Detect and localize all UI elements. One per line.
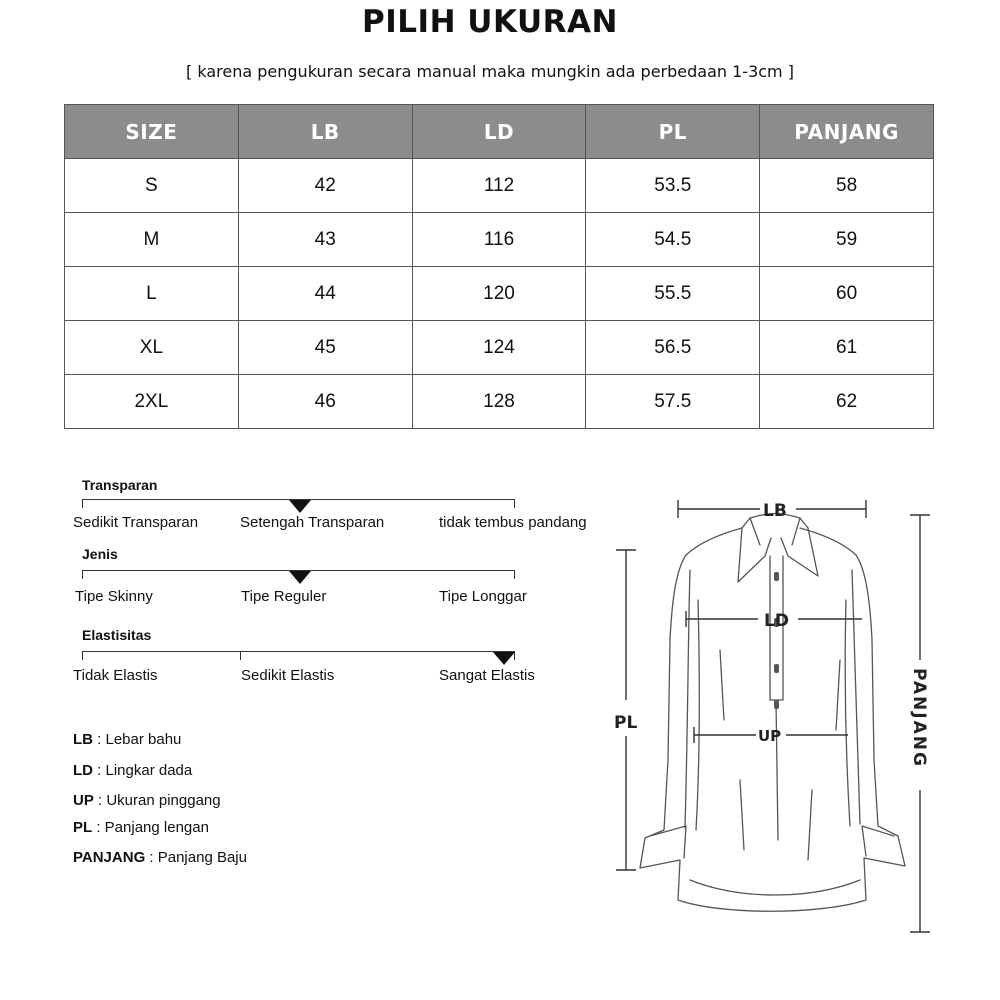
table-cell: 128 [412,375,586,429]
legend-key: PL [73,819,93,836]
button-icon [774,700,779,709]
shirt-buttons [774,572,779,709]
scale-line-transparan [82,499,515,500]
scale-line-jenis [82,570,515,571]
scale-label: Setengah Transparan [240,514,385,531]
table-cell: 124 [412,321,586,375]
legend-key: PANJANG [73,849,146,866]
table-cell: 56.5 [586,321,760,375]
legend-item-up [73,792,221,809]
scale-tick [82,651,83,660]
legend-key: UP [73,792,94,809]
table-cell: 42 [238,159,412,213]
legend-desc: : Lingkar dada [93,762,193,779]
scale-label: Tipe Reguler [241,588,327,605]
legend-desc: : Panjang lengan [92,819,209,836]
shirt-sleeve [852,570,860,824]
scale-tick [82,570,83,579]
legend-item-ld [73,762,192,779]
table-cell: 57.5 [586,375,760,429]
shirt-collar [750,518,800,545]
legend-desc: : Ukuran pinggang [93,792,221,809]
header-ld: LD [412,105,586,159]
table-cell: 45 [238,321,412,375]
scale-label: Tidak Elastis [73,667,158,684]
shirt-collar [738,528,771,582]
table-cell: M [65,213,239,267]
table-cell: 60 [760,267,934,321]
shirt-hem [690,880,860,895]
shirt-placket [776,700,778,840]
table-cell: 46 [238,375,412,429]
shirt-sleeve [696,600,699,830]
scale-tick [514,499,515,508]
shirt-cuff [862,826,894,856]
scale-label: Tipe Longgar [439,588,527,605]
table-cell: XL [65,321,239,375]
table-cell: 55.5 [586,267,760,321]
table-row [65,213,934,267]
legend-item-lb [73,731,181,748]
legend-key: LB [73,731,93,748]
label-pl: PL [614,713,638,733]
shirt-sleeve [845,600,850,826]
scale-marker-icon [493,652,515,665]
table-cell: S [65,159,239,213]
table-cell: 43 [238,213,412,267]
label-up: UP [758,727,782,745]
scale-tick [240,651,241,660]
table-header-row [65,105,934,159]
scale-title-elastisitas: Elastisitas [82,627,152,643]
shirt-fold [720,650,840,860]
table-cell: 54.5 [586,213,760,267]
legend-item-pl [73,819,209,836]
label-lb: LB [763,501,787,521]
legend-desc: : Lebar bahu [93,731,182,748]
table-cell: 120 [412,267,586,321]
measurement-note: [ karena pengukuran secara manual maka mungkin ada perbedaan 1-3cm ] [186,62,794,81]
table-cell: 59 [760,213,934,267]
label-ld: LD [764,611,789,631]
table-cell: 44 [238,267,412,321]
scale-tick [82,499,83,508]
scale-title-transparan: Transparan [82,477,158,493]
header-lb: LB [238,105,412,159]
table-cell: 116 [412,213,586,267]
table-row [65,375,934,429]
legend-desc: : Panjang Baju [145,849,247,866]
table-row [65,321,934,375]
scale-marker-icon [289,500,311,513]
table-cell: 58 [760,159,934,213]
button-icon [774,664,779,673]
table-cell: 112 [412,159,586,213]
table-row [65,159,934,213]
scale-tick [514,570,515,579]
scale-label: tidak tembus pandang [439,514,587,531]
scale-label: Sangat Elastis [439,667,535,684]
table-cell: 62 [760,375,934,429]
table-cell: 61 [760,321,934,375]
size-table [64,104,934,429]
table-cell: 2XL [65,375,239,429]
label-panjang: PANJANG [909,668,929,768]
scale-title-jenis: Jenis [82,546,118,562]
table-cell: L [65,267,239,321]
legend-item-panjang [73,849,247,866]
scale-marker-icon [289,571,311,584]
header-size: SIZE [65,105,239,159]
scale-label: Sedikit Transparan [73,514,199,531]
table-cell: 53.5 [586,159,760,213]
page-title: PILIH UKURAN [362,4,618,40]
legend-key: LD [73,762,93,779]
scale-label: Sedikit Elastis [241,667,335,684]
table-row [65,267,934,321]
button-icon [774,572,779,581]
header-pl: PL [586,105,760,159]
header-panjang: PANJANG [760,105,934,159]
shirt-cuff [650,826,686,858]
scale-line-elastisitas [82,651,515,652]
pl-measure-line [616,550,636,870]
shirt-sleeve [685,570,690,828]
shirt-collar [781,528,818,576]
shirt-measurement-diagram [600,470,1000,960]
scale-label: Tipe Skinny [75,588,153,605]
